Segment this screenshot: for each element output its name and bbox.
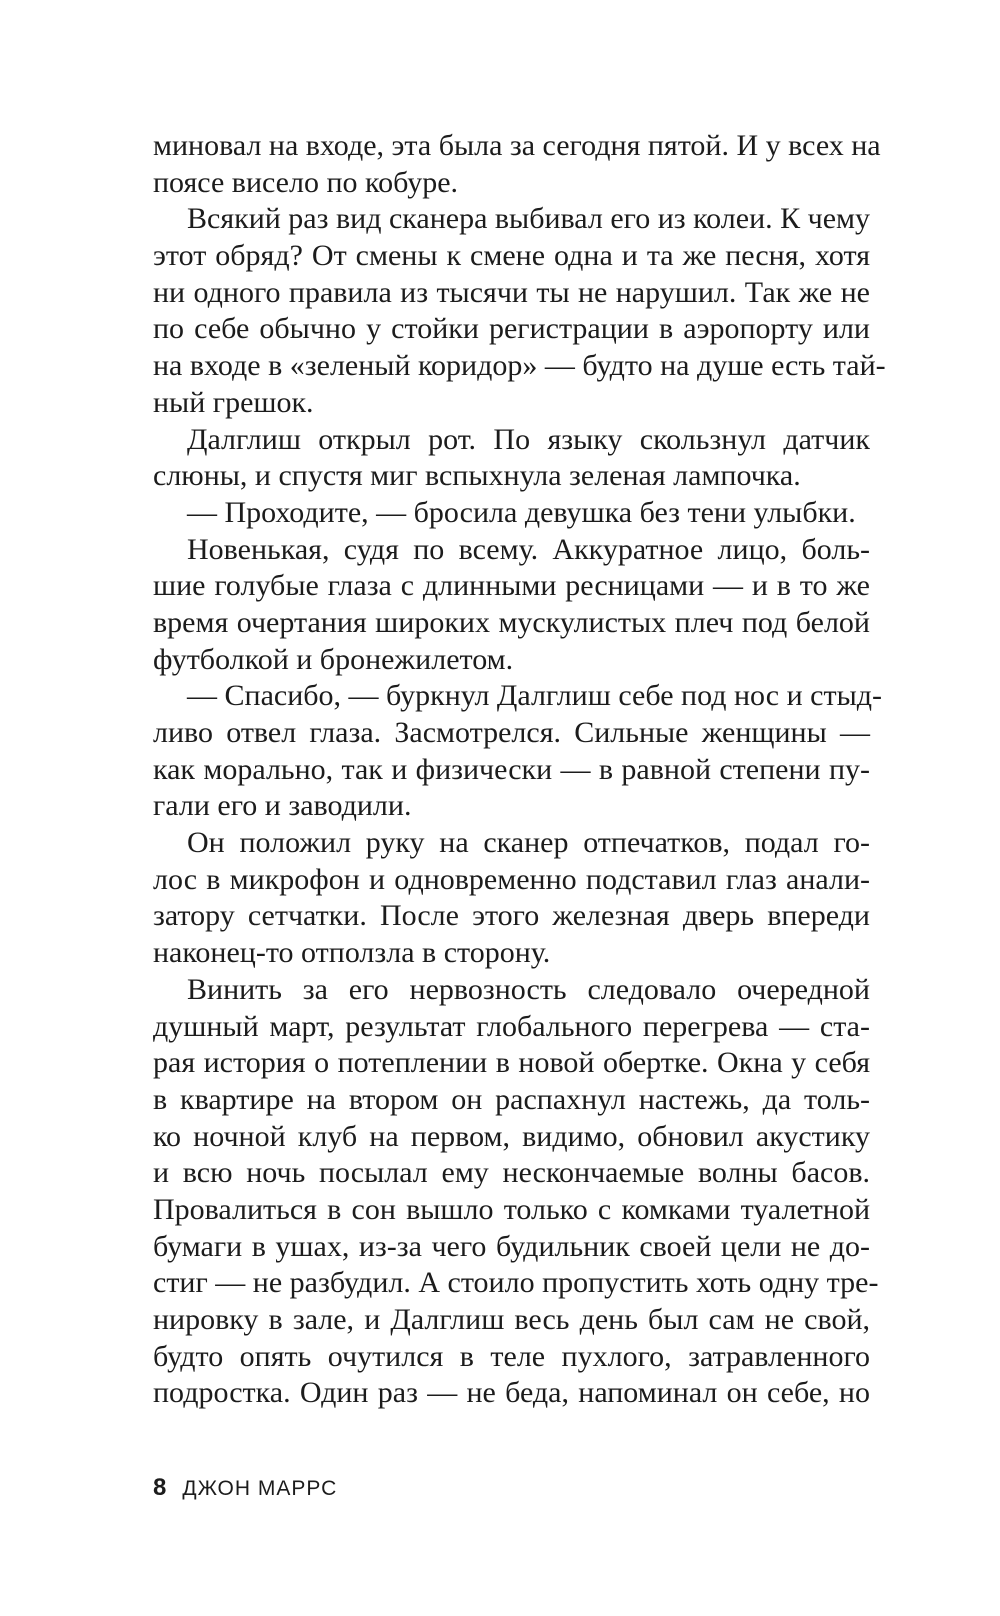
text-line: футболкой и бронежилетом. <box>153 642 514 676</box>
text-line: слюны, и спустя миг вспыхнула зеленая лампочка. <box>153 459 801 493</box>
text-line: лос в микрофон и одновременно подставил глаз анали- <box>153 862 870 896</box>
text-line: наконец-то отползла в сторону. <box>153 936 551 970</box>
text-line: ливо отвел глаза. Засмотрелся. Сильные женщины — <box>153 716 870 749</box>
text-line: рая история о потеплении в новой обертке. Окна у себя <box>153 1046 870 1080</box>
text-line: как морально, так и физически — в равной степени пу- <box>153 752 870 786</box>
text-line: затору сетчатки. После этого железная дверь впереди <box>153 899 870 933</box>
text-line: будто опять очутился в теле пухлого, затравленного <box>153 1339 870 1373</box>
text-line: ко ночной клуб на первом, видимо, обновил акустику <box>153 1119 870 1153</box>
text-line: по себе обычно у стойки регистрации в аэропорту или <box>153 312 870 346</box>
page-number: 8 <box>153 1474 167 1501</box>
text-line: — Спасибо, — буркнул Далглиш себе под нос и стыд- <box>187 679 882 713</box>
text-line: бумаги в ушах, из-за чего будильник своей цели не до- <box>153 1229 870 1263</box>
text-line: Он положил руку на сканер отпечатков, подал го- <box>187 826 870 860</box>
body-text <box>153 128 886 1412</box>
text-line: шие голубые глаза с длинными ресницами — и в то же <box>153 569 870 603</box>
text-line: этот обряд? От смены к смене одна и та же песня, хотя <box>153 239 870 273</box>
text-line: стиг — не разбудил. А стоило пропустить хоть одну тре- <box>153 1266 879 1300</box>
text-line: Винить за его нервозность следовало очередной <box>187 972 870 1006</box>
text-line: гали его и заводили. <box>153 789 412 823</box>
text-line: Провалиться в сон вышло только с комками туалетной <box>153 1192 870 1226</box>
text-line: и всю ночь посылал ему нескончаемые волны басов. <box>153 1156 870 1190</box>
text-line: поясе висело по кобуре. <box>153 165 459 199</box>
text-line: ный грешок. <box>153 385 314 419</box>
text-line: — Проходите, — бросила девушка без тени улыбки. <box>187 495 856 529</box>
text-line: Всякий раз вид сканера выбивал его из колеи. К чему <box>187 202 871 236</box>
text-line: время очертания широких мускулистых плеч под белой <box>153 605 870 639</box>
running-head-author: ДЖОН МАРРС <box>182 1477 338 1500</box>
text-line: душный март, результат глобального перегрева — ста- <box>153 1009 870 1043</box>
text-line: миновал на входе, эта была за сегодня пятой. И у всех на <box>153 129 881 162</box>
page-footer <box>153 1474 337 1502</box>
text-line: нировку в зале, и Далглиш весь день был сам не свой, <box>153 1303 870 1336</box>
text-line: Далглиш открыл рот. По языку скользнул датчик <box>187 422 870 456</box>
text-line: в квартире на втором он распахнул настежь, да толь- <box>153 1082 870 1116</box>
text-line: подростка. Один раз — не беда, напоминал он себе, но <box>153 1376 870 1410</box>
text-line: ни одного правила из тысячи ты не нарушил. Так же не <box>153 275 870 309</box>
text-line: Новенькая, судя по всему. Аккуратное лицо, боль- <box>187 532 870 566</box>
text-line: на входе в «зеленый коридор» — будто на душе есть тай- <box>153 349 886 383</box>
